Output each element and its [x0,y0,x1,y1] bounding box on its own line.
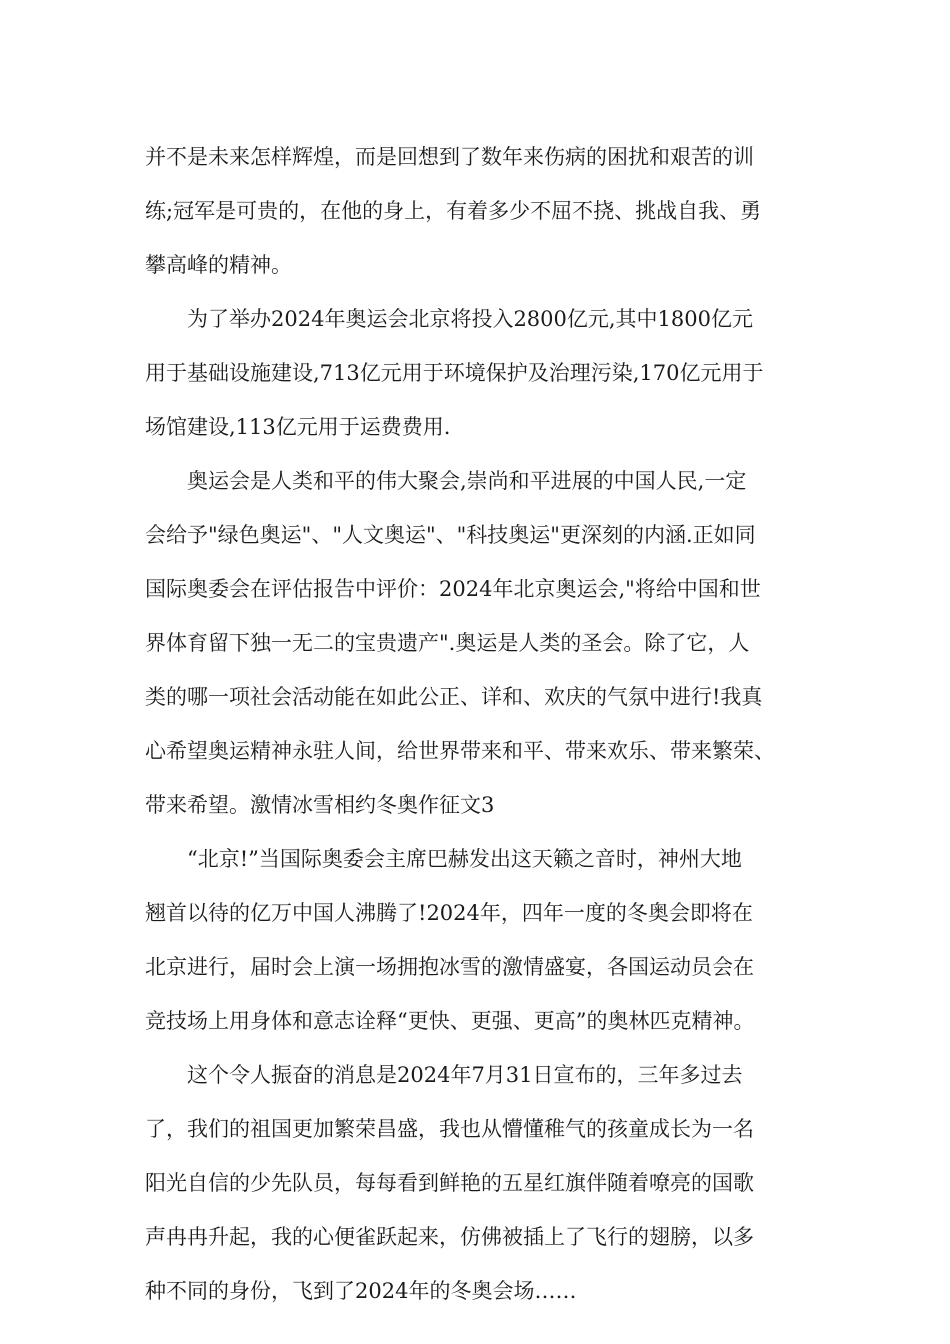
text-line: 带来希望。激情冰雪相约冬奥作征文3 [145,793,495,817]
text-line: 会给予"绿色奥运"、"人文奥运"、"科技奥运"更深刻的内涵.正如同 [145,523,756,547]
text-line: 国际奥委会在评估报告中评价：2024年北京奥运会,"将给中国和世 [145,577,761,601]
text-line: 用于基础设施建设,713亿元用于环境保护及治理污染,170亿元用于 [145,361,764,385]
paragraph-first-line: “北京!”当国际奥委会主席巴赫发出这天籁之音时，神州大地 [187,847,742,871]
text-line: 并不是未来怎样辉煌，而是回想到了数年来伤病的困扰和艰苦的训 [145,145,754,169]
text-line: 翘首以待的亿万中国人沸腾了!2024年，四年一度的冬奥会即将在 [145,901,753,925]
paragraph-first-line: 奥运会是人类和平的伟大聚会,崇尚和平进展的中国人民,一定 [187,469,747,493]
text-line: 类的哪一项社会活动能在如此公正、详和、欢庆的气氛中进行!我真 [145,685,763,709]
document-body [145,130,815,1318]
text-line: 竞技场上用身体和意志诠释“更快、更强、更高”的奥林匹克精神。 [145,1009,755,1033]
paragraph-first-line: 这个令人振奋的消息是2024年7月31日宣布的，三年多过去 [187,1063,743,1087]
text-line: 界体育留下独一无二的宝贵遗产".奥运是人类的圣会。除了它，人 [145,631,750,655]
text-line: 阳光自信的少先队员，每每看到鲜艳的五星红旗伴随着嘹亮的国歌 [145,1171,754,1195]
text-line: 了，我们的祖国更加繁荣昌盛，我也从懵懂稚气的孩童成长为一名 [145,1117,754,1141]
text-line: 心希望奥运精神永驻人间，给世界带来和平、带来欢乐、带来繁荣、 [145,739,775,763]
text-line: 北京进行，届时会上演一场拥抱冰雪的激情盛宴，各国运动员会在 [145,955,754,979]
text-line: 练;冠军是可贵的，在他的身上，有着多少不屈不挠、挑战自我、勇 [145,199,762,223]
text-line: 声冉冉升起，我的心便雀跃起来，仿佛被插上了飞行的翅膀，以多 [145,1225,754,1249]
text-line: 攀高峰的精神。 [145,253,292,277]
text-line: 种不同的身份，飞到了2024年的冬奥会场…… [145,1279,577,1303]
text-line: 场馆建设,113亿元用于运费费用. [145,415,451,439]
paragraph-first-line: 为了举办2024年奥运会北京将投入2800亿元,其中1800亿元 [187,307,754,331]
